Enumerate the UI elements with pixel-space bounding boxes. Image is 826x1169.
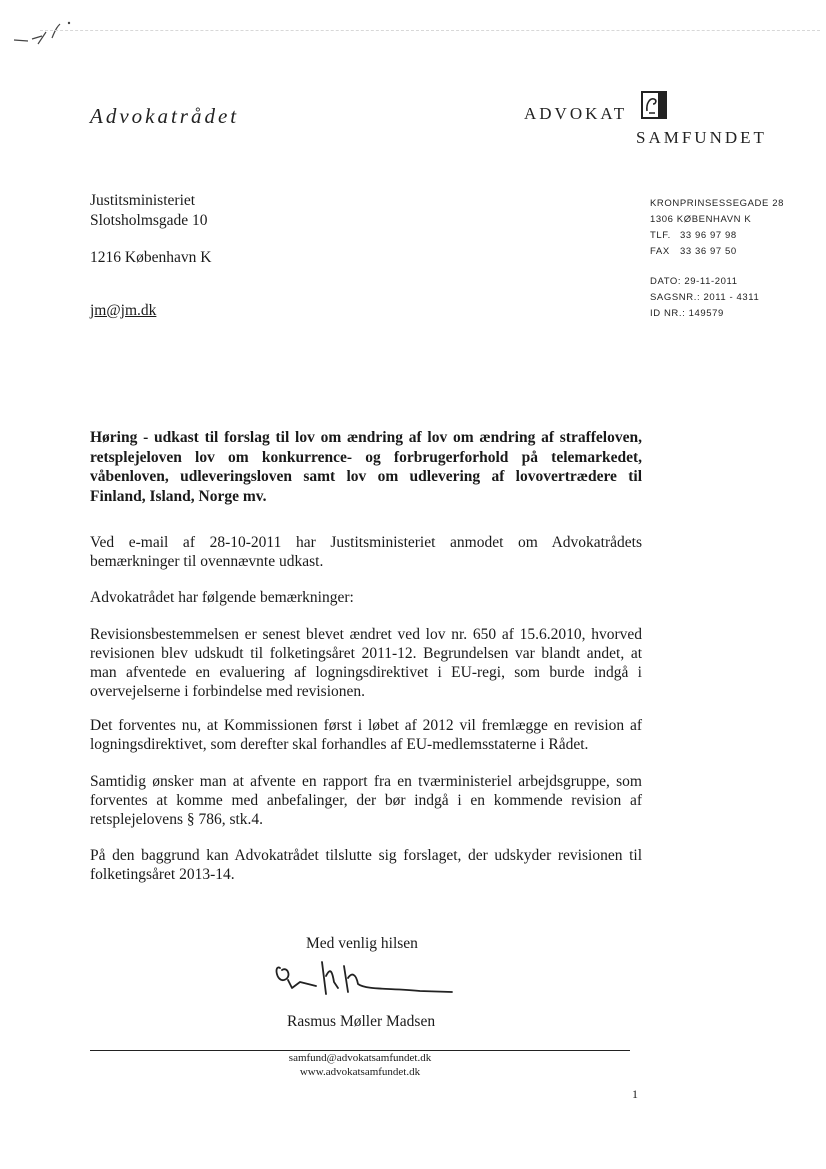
scan-top-line [40, 30, 820, 31]
logo-emblem-icon [640, 89, 670, 121]
phone-number: 33 96 97 98 [680, 230, 737, 241]
body-paragraph: Det forventes nu, at Kommissionen først i løbet af 2012 vil fremlægge en revision af logningsdirektivet, som derefter skal forhandles af EU-medlemsstaterne i Rådet. [90, 717, 642, 753]
recipient-name: Justitsministeriet [90, 192, 196, 209]
id-number-row [650, 306, 724, 322]
footer-website[interactable]: www.advokatsamfundet.dk [299, 1066, 421, 1078]
body-paragraph: Revisionsbestemmelsen er senest blevet ændret ved lov nr. 650 af 15.6.2010, hvorved revisionen blev udskudt til folketingsåret 2011-12. Begrundelsen var blandt andet, at man afventede en evaluering af logningsdirektivet i EU-regi, som burde indgå i overvejelserne i forbindelse med revisionen. [90, 626, 642, 700]
sender-phone-row [650, 228, 737, 244]
sender-street: KRONPRINSESSEGADE 28 [650, 198, 784, 209]
fax-label: FAX [650, 246, 670, 257]
recipient-street: Slotsholmsgade 10 [90, 212, 208, 229]
signer-name: Rasmus Møller Madsen [287, 1013, 436, 1030]
logo-text-bottom: SAMFUNDET [636, 128, 767, 147]
date-label: DATO: [650, 276, 682, 287]
case-number-label: SAGSNR.: [650, 292, 701, 303]
footer-divider [90, 1050, 630, 1051]
body-paragraph: Advokatrådet har følgende bemærkninger: [90, 589, 354, 606]
fax-number: 33 36 97 50 [680, 246, 737, 257]
closing-greeting: Med venlig hilsen [306, 935, 418, 952]
footer-email[interactable]: samfund@advokatsamfundet.dk [288, 1052, 432, 1064]
sender-fax-row [650, 244, 737, 260]
date-value: 29-11-2011 [684, 276, 738, 287]
council-title: Advokatrådet [90, 104, 240, 128]
body-paragraph: Ved e-mail af 28-10-2011 har Justitsministeriet anmodet om Advokatrådets bemærkninger til ovennævnte udkast. [90, 534, 642, 570]
case-number-row [650, 290, 759, 306]
case-number-value: 2011 - 4311 [703, 292, 760, 303]
id-number-value: 149579 [688, 308, 724, 319]
scan-mark-icon [8, 14, 78, 54]
recipient-email-link[interactable]: jm@jm.dk [90, 302, 157, 319]
handwritten-signature [270, 958, 455, 1003]
id-number-label: ID NR.: [650, 308, 686, 319]
recipient-city: 1216 København K [90, 249, 212, 266]
date-row [650, 274, 738, 290]
sender-city: 1306 KØBENHAVN K [650, 214, 752, 225]
phone-label: TLF. [650, 230, 671, 241]
body-paragraph: På den baggrund kan Advokatrådet tilslutte sig forslaget, der udskyder revisionen til folketingsåret 2013-14. [90, 847, 642, 883]
body-paragraph: Samtidig ønsker man at afvente en rapport fra en tværministeriel arbejdsgruppe, som forventes at komme med anbefalinger, der bør indgå i en kommende revision af retsplejelovens § 786, stk.4. [90, 773, 642, 828]
page-number: 1 [632, 1087, 638, 1101]
subject-heading: Høring - udkast til forslag til lov om ændring af lov om ændring af straffeloven, retsplejeloven lov om konkurrence- og forbrugerforhold på telemarkedet, våbenloven, udleveringsloven samt lov om udlevering af lovovertrædere til Finland, Island, Norge mv. [90, 429, 642, 505]
logo-text-top: ADVOKAT [524, 104, 628, 123]
